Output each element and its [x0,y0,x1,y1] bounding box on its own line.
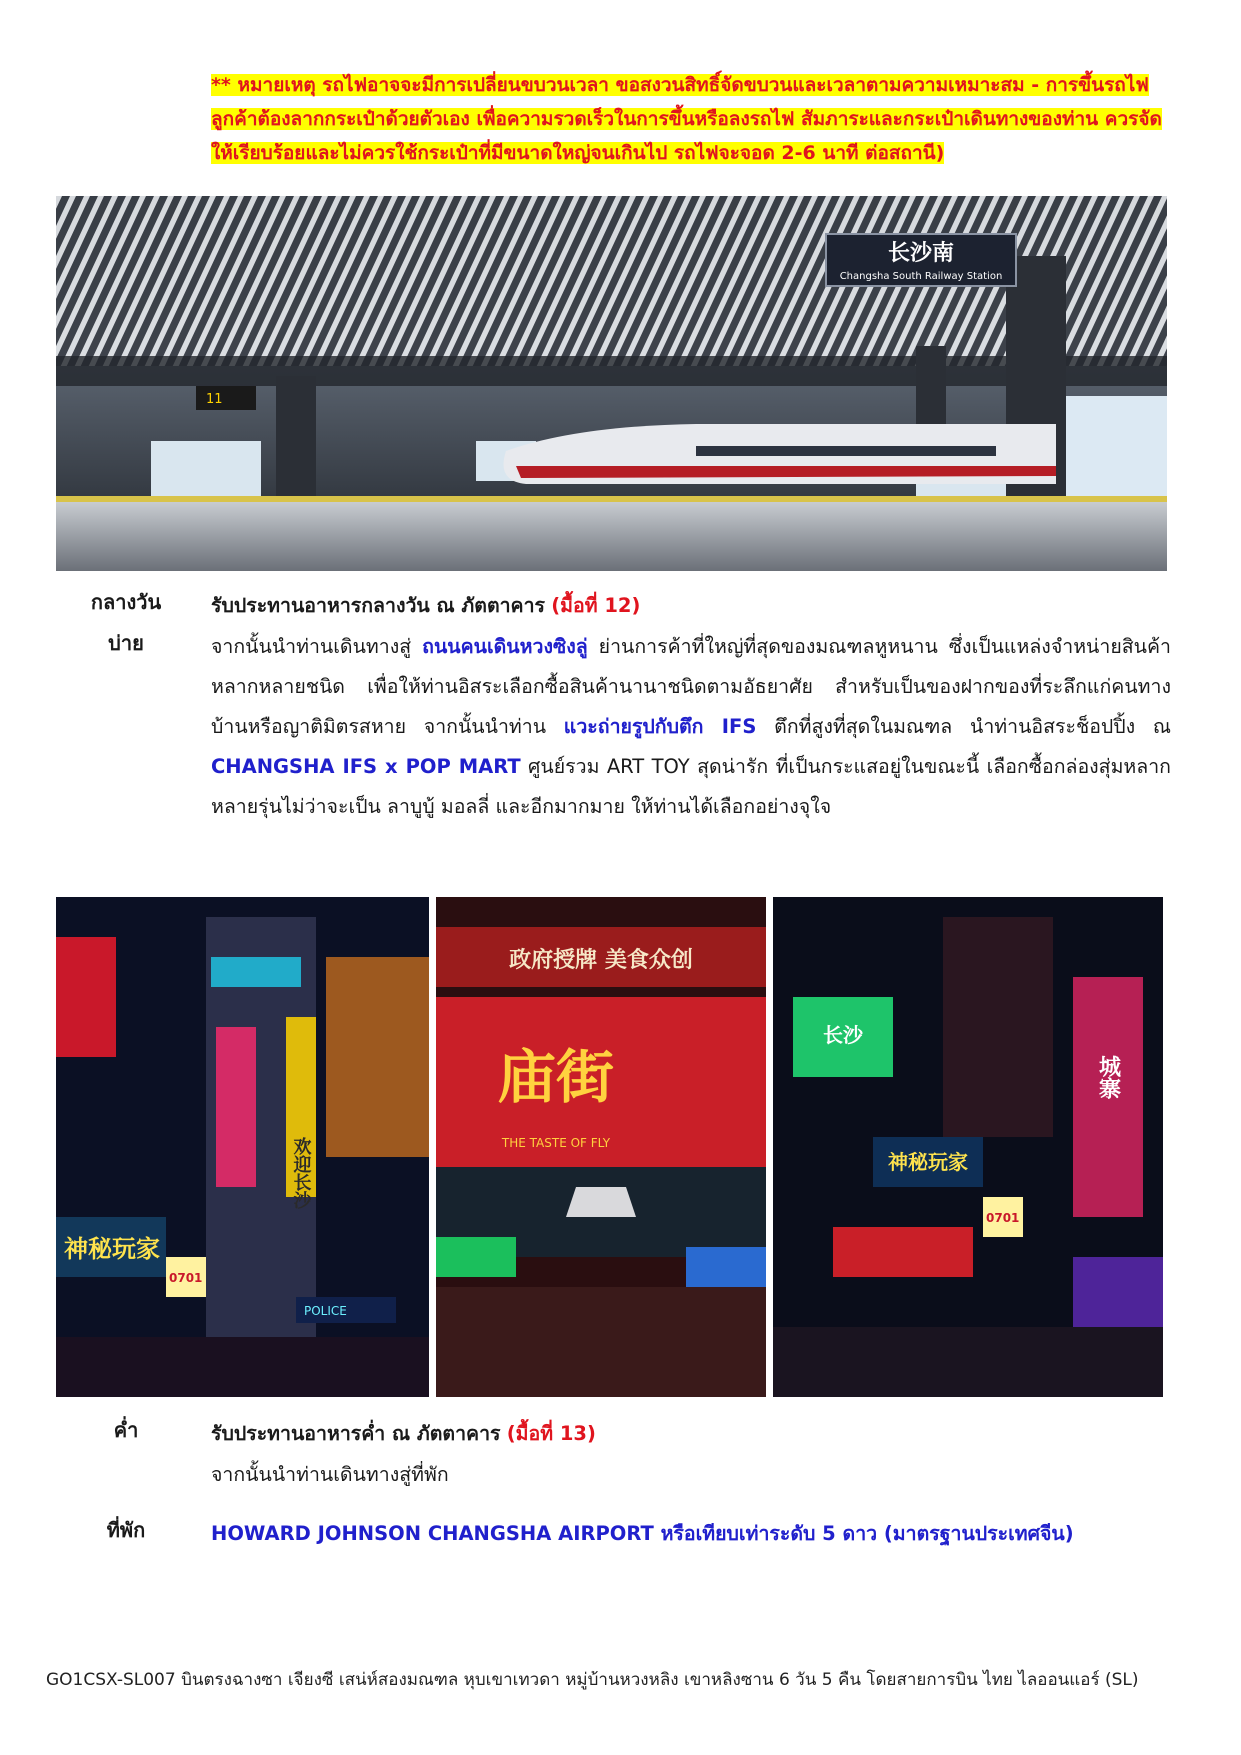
dinner-label: ค่ำ [113,1418,139,1442]
lunch-row [0,586,1241,626]
sign-3d: 0701 [986,1211,1020,1225]
afternoon-row [0,627,1241,887]
train-note [211,68,1171,170]
lunch-meal-desc: รับประทานอาหารกลางวัน ณ ภัตตาคาร [211,594,546,617]
platform-number: 11 [206,392,223,407]
dinner-text [211,1414,1171,1454]
hotel-name: HOWARD JOHNSON CHANGSHA AIRPORT หรือเทียบเท่าระดับ 5 ดาว (มาตรฐานประเทศจีน) [211,1522,1074,1545]
neon-street-illustration-1 [56,897,429,1397]
afternoon-text-1: จากนั้นนำท่านเดินทางสู่ [211,635,423,658]
station-sign-cn: 长沙南 [887,241,955,266]
lunch-text [211,586,1171,626]
hotel-row [0,1514,1241,1554]
highlight-pop-mart: CHANGSHA IFS x POP MART [211,755,521,778]
afternoon-text-2: ย่านการค้าที่ใหญ่ที่สุดของมณฑลหูหนาน ซึ่งเป็นแหล่งจำหน่ายสินค้าหลากหลายชนิด เพื่อให้ท่านอิสระเลือกซื้อสินค้านานาชนิดตามอัธยาศัย สำหรับเป็นของฝากของที่ระลึกแก่คนทางบ้านหรือญาติมิตรสหาย จากนั้นนำท่าน [211,635,1171,738]
afternoon-text [211,627,1171,827]
changsha-south-station-photo [56,196,1167,571]
street-photo-1 [56,897,429,1397]
dinner-row [0,1414,1241,1494]
big-sign: 庙街 [497,1043,615,1111]
highlight-walking-street: ถนนคนเดินหวงซิงลู่ [422,635,588,658]
sign-1a: 欢迎长沙 [290,1137,312,1209]
sign-1c: 0701 [169,1271,203,1285]
station-illustration [56,196,1167,571]
afternoon-text-4: ศูนย์รวม ART TOY สุดน่ารัก ที่เป็นกระแสอยู่ในขณะนี้ เลือกซื้อกล่องสุ่มหลากหลายรุ่นไม่ว่าจะเป็น ลาบูบู้ มอลลี่ และอีกมากมาย ให้ท่านได้เลือกอย่างจุใจ [211,755,1171,818]
neon-street-illustration-2 [436,897,766,1397]
hotel-text [211,1514,1171,1554]
highlight-ifs-tower: แวะถ่ายรูปกับตึก IFS [563,715,757,738]
neon-street-illustration-3 [773,897,1163,1397]
sign-3a: 长沙 [823,1023,863,1047]
afternoon-text-3: ตึกที่สูงที่สุดในมณฑล นำท่านอิสระช็อปปิ้ง ณ [756,715,1172,738]
sub-sign: THE TASTE OF FLY [501,1136,611,1150]
station-sign-en: Changsha South Railway Station [839,271,1003,282]
train-note-text: ** หมายเหตุ รถไฟอาจจะมีการเปลี่ยนขบวนเวลา ขอสงวนสิทธิ์จัดขบวนและเวลาตามความเหมาะสม - การขึ้นรถไฟ ลูกค้าต้องลากกระเป๋าด้วยตัวเอง เพื่อความรวดเร็วในการขึ้นหรือลงรถไฟ สัมภาระและกระเป๋าเดินทางของท่าน ควรจัดให้เรียบร้อยและไม่ควรใช้กระเป๋าที่มีขนาดใหญ่จนเกินไป รถไฟจะจอด 2-6 นาที ต่อสถานี) [211,74,1162,164]
street-photo-3 [773,897,1163,1397]
sign-3b: 神秘玩家 [888,1150,968,1174]
top-sign: 政府授牌 美食众创 [509,948,693,973]
sign-1b: 神秘玩家 [64,1235,160,1263]
sign-1d: POLICE [304,1304,347,1318]
lunch-label: กลางวัน [90,590,162,614]
sign-3c: 城寨 [1095,1055,1121,1099]
dinner-meal-desc: รับประทานอาหารค่ำ ณ ภัตตาคาร [211,1422,501,1445]
dinner-meal-number: (มื้อที่ 13) [506,1422,596,1445]
hotel-label: ที่พัก [106,1518,146,1542]
lunch-meal-number: (มื้อที่ 12) [551,594,641,617]
footer: GO1CSX-SL007 บินตรงฉางซา เจียงซี เสน่ห์สองมณฑล หุบเขาเทวดา หมู่บ้านหวงหลิง เขาหลิงซาน 6 วัน 5 คืน โดยสายการบิน ไทย ไลออนแอร์ (SL) [46,1670,1139,1690]
afternoon-label: บ่าย [108,631,144,655]
dinner-after-text: จากนั้นนำท่านเดินทางสู่ที่พัก [211,1463,449,1486]
street-photo-2 [436,897,766,1397]
